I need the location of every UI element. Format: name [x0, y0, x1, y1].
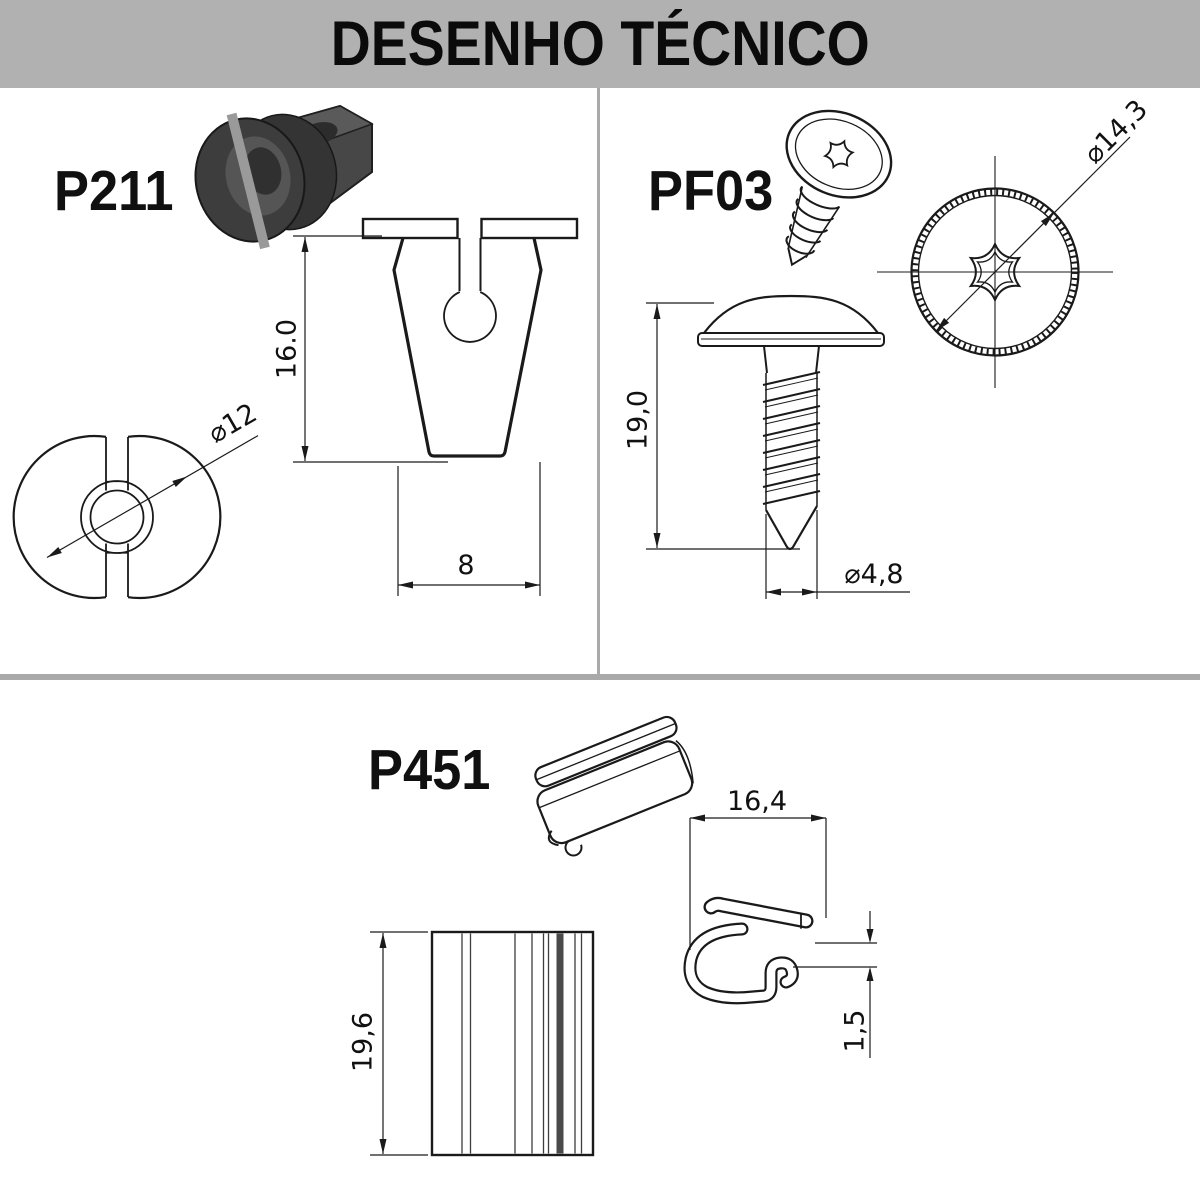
part-label-p211: P211: [54, 159, 174, 223]
dim-p211-height: 16.0: [271, 318, 303, 380]
p211-dim-diameter: [47, 436, 258, 558]
dim-p451-thickness: 1,5: [839, 1009, 871, 1053]
pf03-3d-illustration: [742, 95, 904, 285]
dim-p211-diameter: ⌀12: [203, 397, 263, 450]
dim-p211-width: 8: [457, 550, 475, 581]
part-label-p451: P451: [368, 738, 491, 802]
dim-p451-height: 19,6: [347, 1011, 379, 1073]
p211-front-view: [363, 219, 577, 456]
dim-pf03-shank-diameter: ⌀4,8: [844, 559, 904, 590]
p451-side-view: [690, 904, 806, 997]
dim-pf03-head-diameter: ⌀14,3: [1078, 94, 1154, 170]
p451-front-view: [432, 932, 593, 1155]
part-label-pf03: PF03: [648, 159, 774, 223]
page-title: DESENHO TÉCNICO: [330, 9, 870, 79]
dim-p451-width: 16,4: [726, 786, 788, 817]
dim-pf03-length: 19,0: [622, 389, 654, 451]
p451-dim-height: [370, 932, 428, 1155]
p211-3d-illustration: [183, 104, 372, 254]
p451-3d-illustration: [523, 714, 708, 862]
pf03-side-view: [698, 296, 884, 549]
